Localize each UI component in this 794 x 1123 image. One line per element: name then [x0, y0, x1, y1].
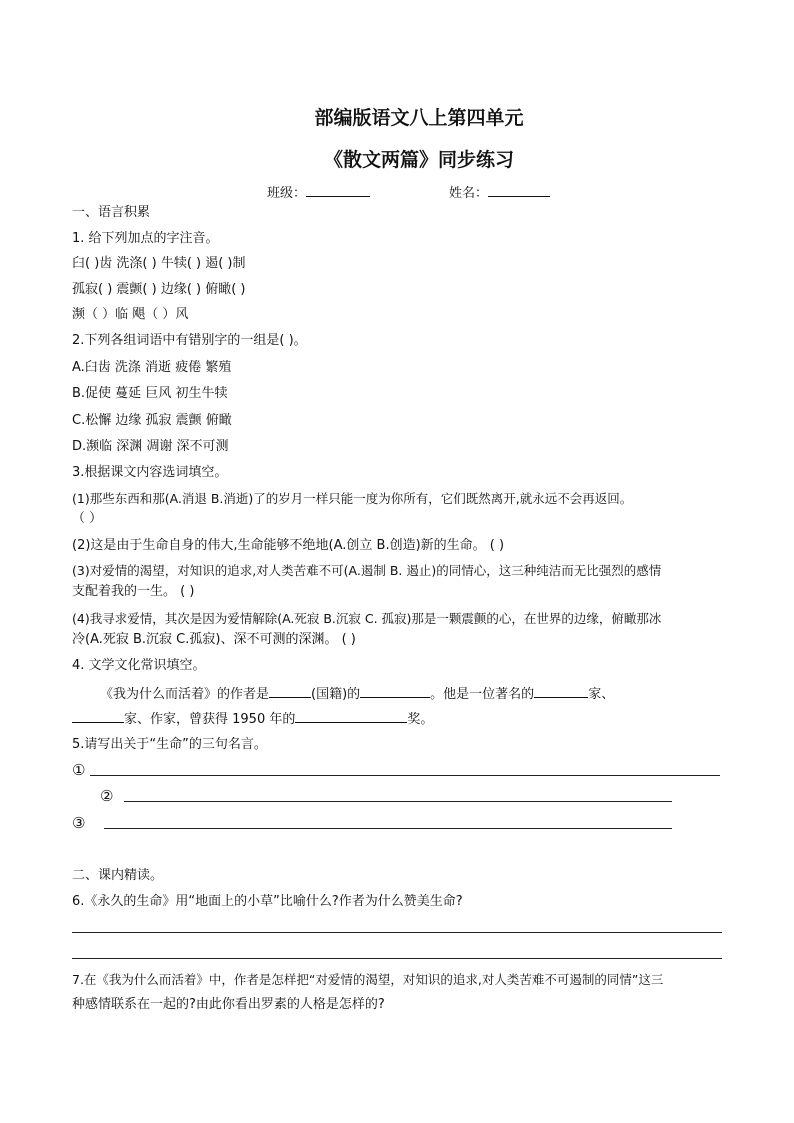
q1-row-3: 濒（ ）临 飓（ ）风	[72, 307, 189, 322]
class-blank[interactable]	[306, 183, 370, 197]
q3-item-4-cont: 冷(A.死寂 B.沉寂 C.孤寂)、深不可测的深渊。 ( )	[72, 632, 356, 647]
q7-prompt-line-2: 种感情联系在一起的?由此你看出罗素的人格是怎样的?	[72, 997, 385, 1012]
q1-row-1: 臼( )齿 洗涤( ) 牛犊( ) 遏( )制	[72, 256, 246, 271]
q5-answer-line-1[interactable]	[90, 775, 720, 776]
section-2-heading: 二、课内精读。	[72, 868, 164, 883]
q3-item-1-answer[interactable]: （ ）	[72, 511, 103, 526]
q6-answer-line-2[interactable]	[72, 958, 722, 959]
q4-blank-1[interactable]	[269, 684, 311, 698]
q4-line-2: 家、作家，曾获得 1950 年的 奖。	[72, 709, 433, 729]
q3-item-2: (2)这是由于生命自身的伟大,生命能够不绝地(A.创立 B.创造)新的生命。 ( )	[72, 538, 505, 553]
q4-blank-4[interactable]	[72, 709, 124, 723]
doc-title: 部编版语文八上第四单元	[314, 107, 524, 129]
q2-option-a: A.臼齿 洗涤 消逝 疲倦 繁殖	[72, 360, 232, 375]
q3-item-4: (4)我寻求爱情，其次是因为爱情解除(A.死寂 B.沉寂 C. 孤寂)那是一颗震颤的心，在世界的边缘，俯瞰那冰	[72, 611, 662, 626]
q2-prompt: 2.下列各组词语中有错别字的一组是( )。	[72, 333, 307, 348]
q5-marker-1: ①	[72, 761, 86, 779]
q5-marker-3: ③	[72, 814, 86, 832]
q4-blank-3[interactable]	[534, 684, 588, 698]
q4-line-1: 《我为什么而活着》的作者是 (国籍)的 。他是一位著名的 家、	[100, 684, 614, 704]
q4-prompt: 4. 文学文化常识填空。	[72, 658, 206, 673]
q2-option-d: D.濒临 深渊 凋谢 深不可测	[72, 439, 229, 454]
class-label: 班级：	[267, 186, 307, 201]
name-field[interactable]	[449, 183, 550, 203]
class-field[interactable]	[267, 183, 370, 203]
q4-blank-2[interactable]	[360, 684, 430, 698]
q3-prompt: 3.根据课文内容选词填空。	[72, 465, 228, 480]
q5-answer-line-3[interactable]	[104, 828, 672, 829]
q5-marker-2: ②	[100, 787, 114, 805]
q6-answer-line-1[interactable]	[72, 932, 722, 933]
q1-row-2: 孤寂( ) 震颤( ) 边缘( ) 俯瞰( )	[72, 282, 246, 297]
q3-item-3: (3)对爱情的渴望，对知识的追求,对人类苦难不可(A.遏制 B. 遏止)的同情心，这三种纯洁而无比强烈的感情	[72, 563, 662, 578]
q7-prompt-line-1: 7.在《我为什么而活着》中，作者是怎样把“对爱情的渴望，对知识的追求,对人类苦难不可遏制的同情”这三	[72, 972, 664, 987]
q5-answer-line-2[interactable]	[124, 801, 672, 802]
q1-prompt: 1. 给下列加点的字注音。	[72, 231, 219, 246]
section-1-heading: 一、语言积累	[72, 205, 151, 220]
doc-subtitle: 《散文两篇》同步练习	[323, 149, 514, 171]
q3-item-3-cont: 支配着我的一生。 ( )	[72, 584, 195, 599]
q2-option-c: C.松懈 边缘 孤寂 震颤 俯瞰	[72, 413, 232, 428]
q5-prompt: 5.请写出关于“生命”的三句名言。	[72, 737, 267, 752]
q3-item-1: (1)那些东西和那(A.消退 B.消逝)了的岁月一样只能一度为你所有，它们既然离开,就永远不会再返回。	[72, 491, 633, 506]
q4-blank-5[interactable]	[295, 709, 407, 723]
q6-prompt: 6.《永久的生命》用“地面上的小草”比喻什么?作者为什么赞美生命?	[72, 894, 463, 909]
q2-option-b: B.促使 蔓延 巨风 初生牛犊	[72, 386, 228, 401]
name-blank[interactable]	[488, 183, 550, 197]
name-label: 姓名：	[449, 186, 489, 201]
